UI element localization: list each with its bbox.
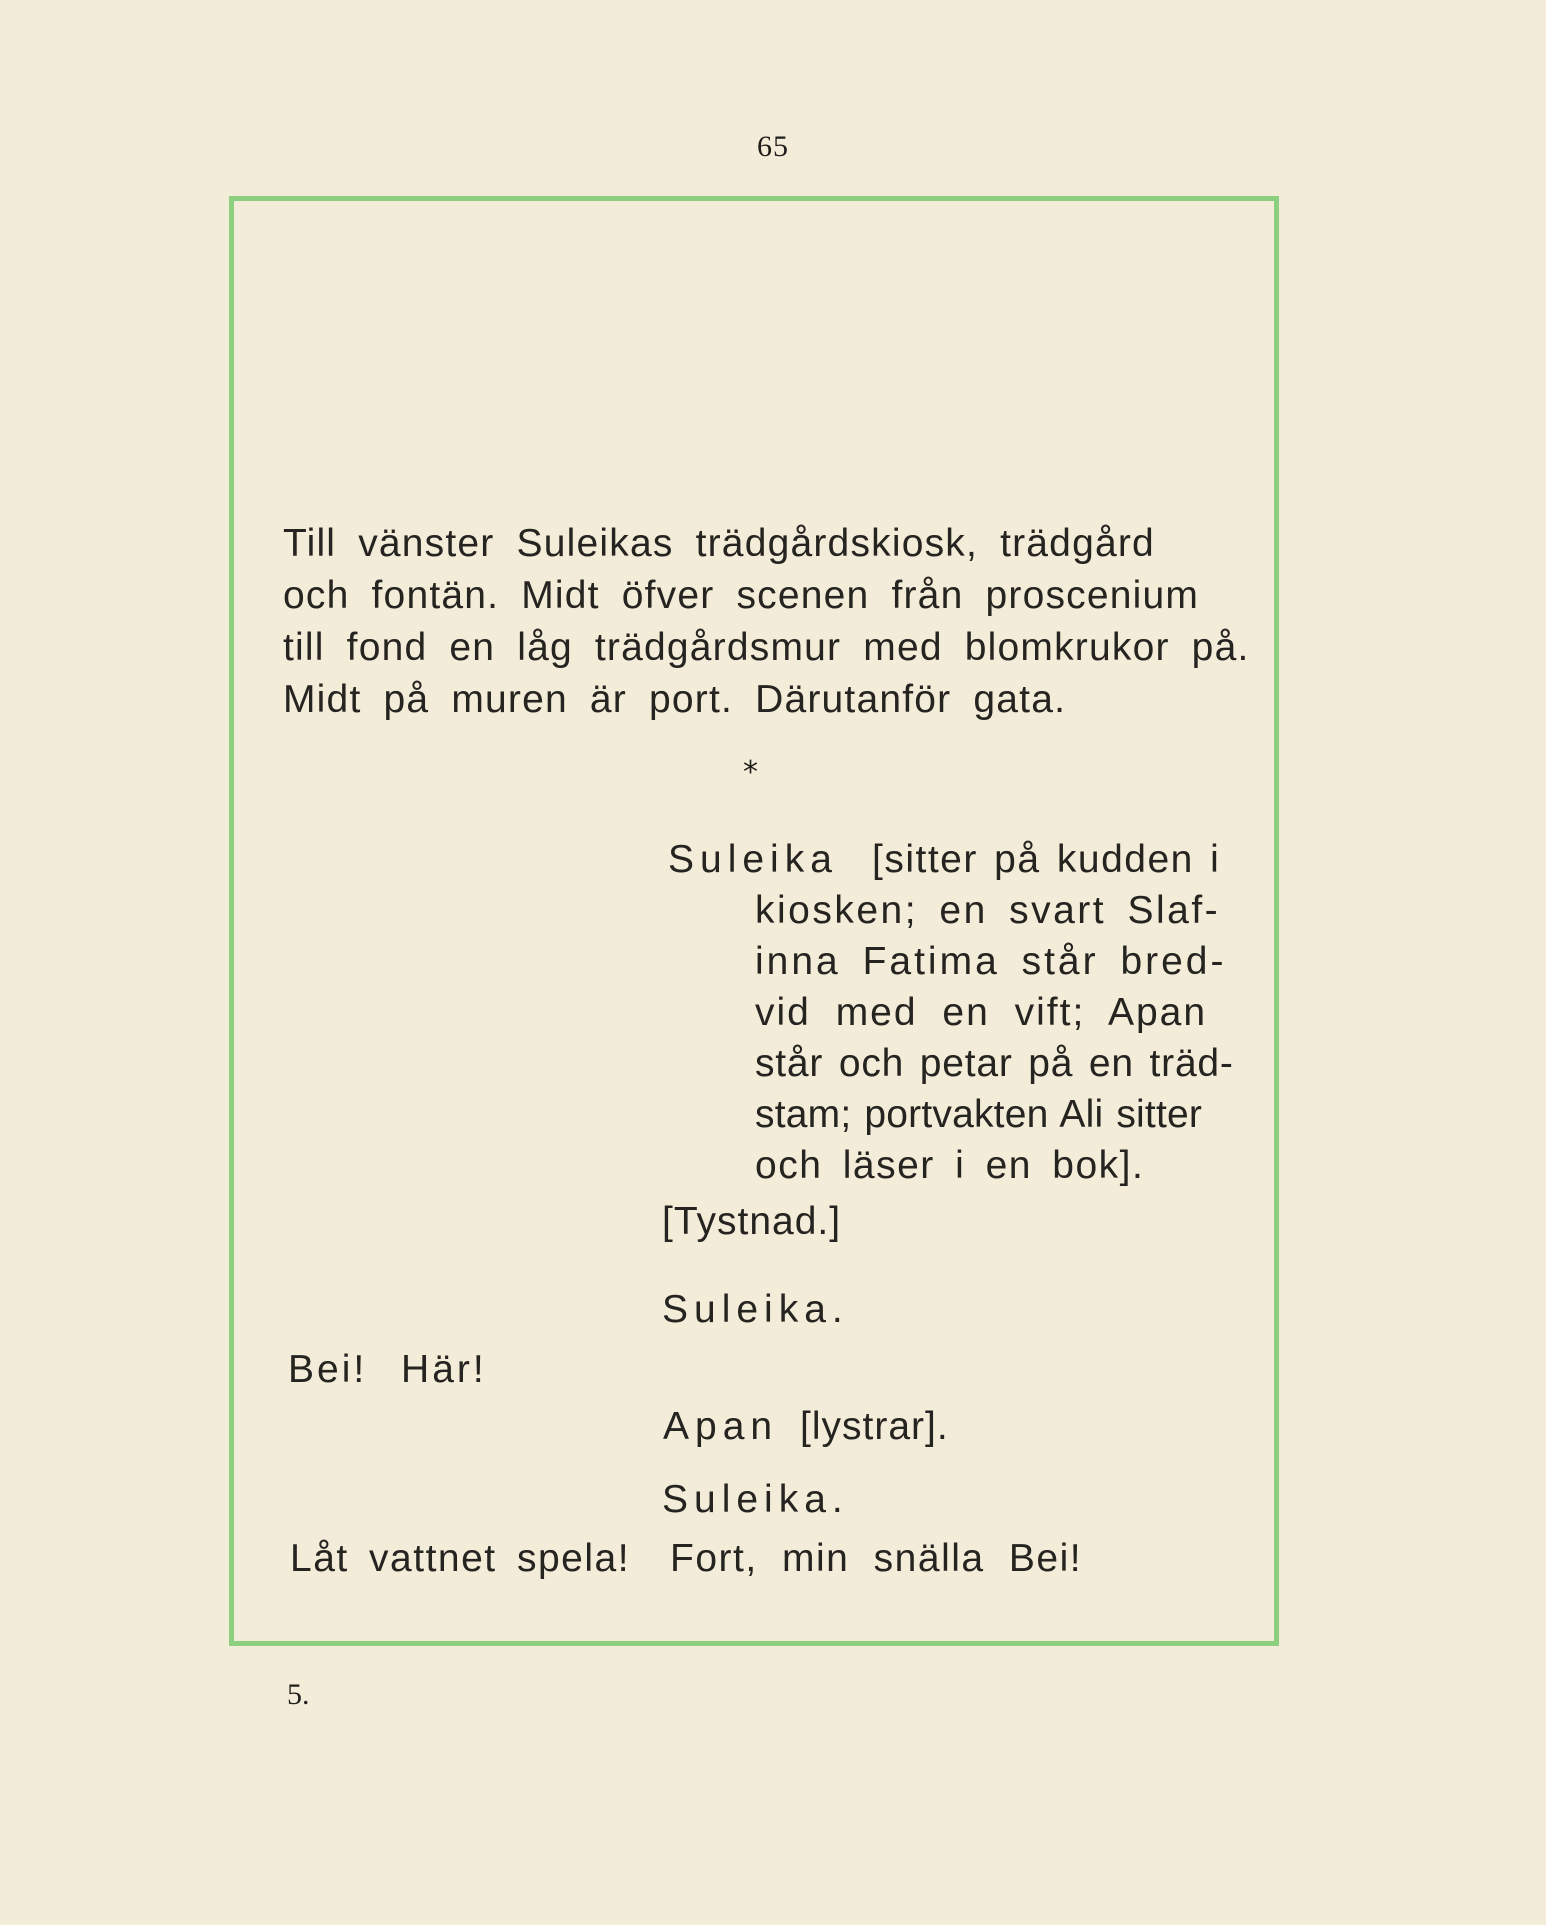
- apan-direction: [lystrar].: [800, 1405, 949, 1448]
- speaker-apan: Apan: [663, 1405, 779, 1448]
- speaker-suleika-1: Suleika: [668, 838, 838, 881]
- speaker-suleika-2: Suleika.: [662, 1288, 849, 1331]
- page-number: 65: [757, 130, 789, 163]
- stage-direction-line-2: och fontän. Midt öfver scenen från proscenium: [283, 574, 1200, 617]
- spoken-line-vattnet: Låt vattnet spela!: [290, 1537, 631, 1580]
- entry1-direction-line-6: stam; portvakten Ali sitter: [755, 1093, 1203, 1136]
- entry1-direction-line-1: [sitter på kudden i: [872, 838, 1221, 881]
- entry1-direction-line-2: kiosken; en svart Slaf-: [755, 889, 1221, 932]
- entry1-direction-line-3: inna Fatima står bred-: [755, 940, 1227, 983]
- speaker-suleika-3: Suleika.: [662, 1478, 849, 1521]
- spoken-line-fort: Fort, min snälla Bei!: [670, 1537, 1083, 1580]
- entry1-direction-line-5: står och petar på en träd-: [755, 1042, 1234, 1085]
- sheet-number: 5.: [287, 1678, 310, 1711]
- entry1-direction-line-7: och läser i en bok].: [755, 1144, 1145, 1187]
- stage-direction-line-3: till fond en låg trädgårdsmur med blomkrukor på.: [283, 626, 1250, 669]
- entry1-direction-line-4: vid med en vift; Apan: [755, 991, 1208, 1034]
- tystnad-direction: [Tystnad.]: [662, 1200, 842, 1243]
- spoken-line-bei-har: Bei! Här!: [288, 1348, 487, 1391]
- separator-asterisk: *: [743, 755, 758, 790]
- stage-direction-line-1: Till vänster Suleikas trädgårdskiosk, trädgård: [283, 522, 1155, 565]
- stage-direction-line-4: Midt på muren är port. Därutanför gata.: [283, 678, 1067, 721]
